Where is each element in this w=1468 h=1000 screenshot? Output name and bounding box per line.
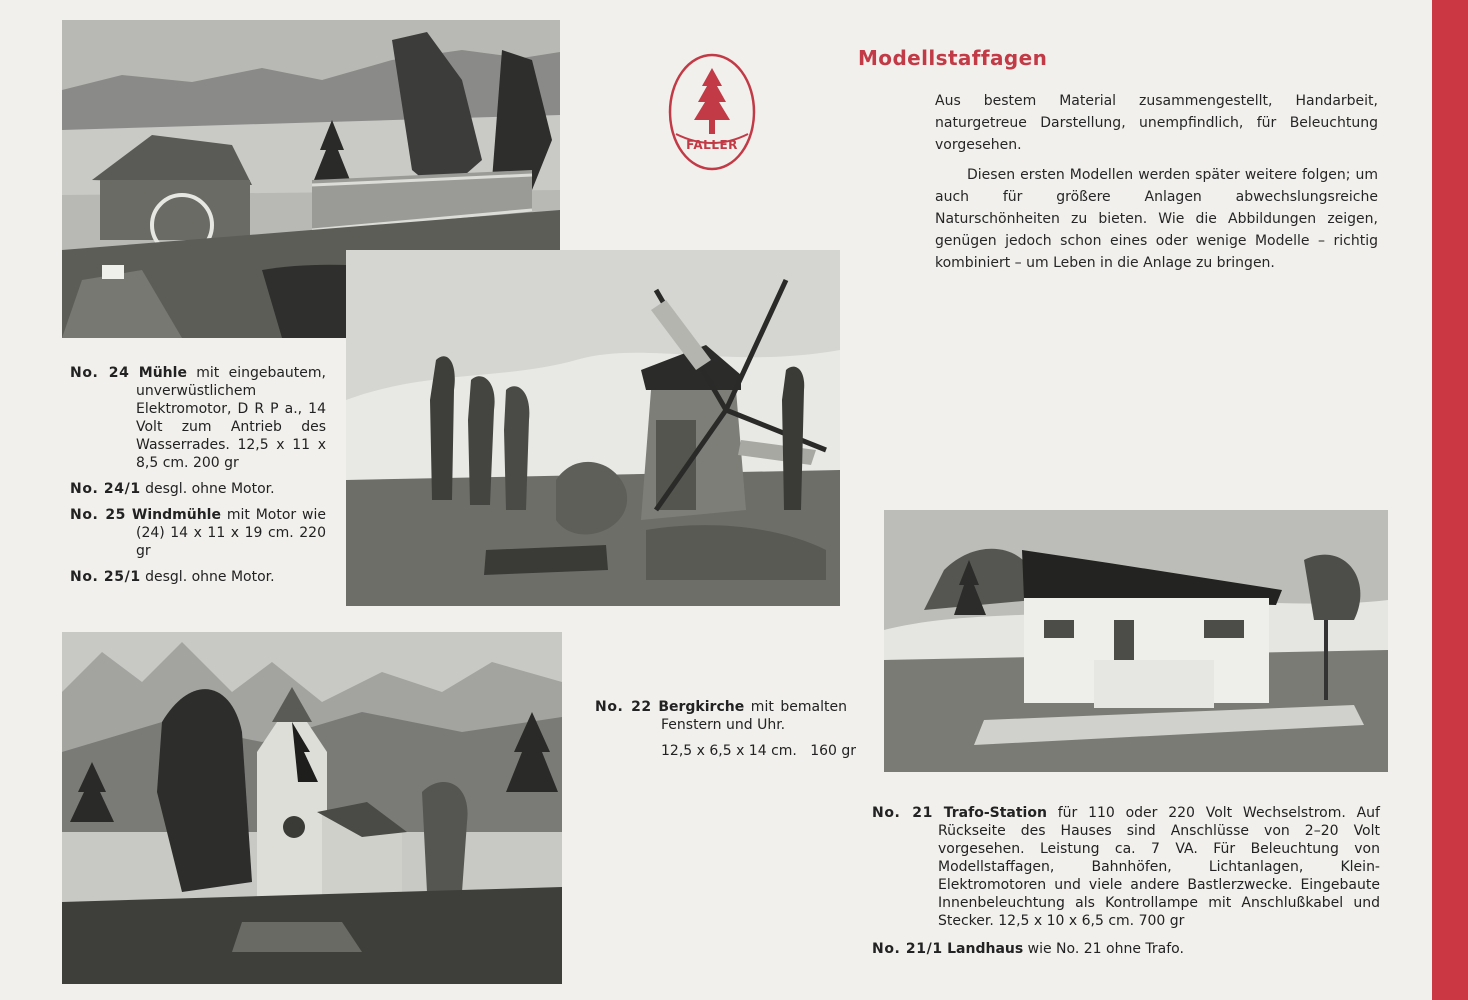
- caption-no-25: [70, 506, 326, 560]
- item-number: No. 22: [595, 699, 652, 715]
- intro-paragraph-1: Aus bestem Material zusammengestellt, Handarbeit, naturgetreue Darstellung, unempfindlich, für Beleuchtung vorgesehen.: [935, 93, 1378, 153]
- item-description: für 110 oder 220 Volt Wechselstrom. Auf Rückseite des Hauses sind Anschlüsse von 2–20 Volt vorgesehen. Leistung ca. 7 VA. Für Beleuchtung von Modellstaffagen, Bahnhöfen, Lichtanlagen, Klein-Elektromotoren und viele andere Bastlerzwecke. Eingebaute Innenbeleuchtung als Kontrollampe mit Anschlußkabel und Stecker. 12,5 x 10 x 6,5 cm. 700 gr: [938, 805, 1380, 929]
- caption-no-25-1: [70, 568, 326, 586]
- caption-no-21-text: [872, 804, 1380, 930]
- photo-trafo-station: [884, 510, 1388, 772]
- item-number: No. 24/1: [70, 481, 141, 497]
- item-description: desgl. ohne Motor.: [140, 569, 275, 585]
- item-name: Landhaus: [947, 941, 1024, 957]
- page-title: Modellstaffagen: [858, 46, 1048, 70]
- item-description: mit Motor wie (24) 14 x 11 x 19 cm. 220 gr: [136, 507, 326, 559]
- faller-logo: [668, 52, 756, 172]
- captions-mill: [70, 364, 326, 594]
- item-dimensions: 12,5 x 6,5 x 14 cm. 160 gr: [661, 743, 857, 759]
- item-description: desgl. ohne Motor.: [140, 481, 275, 497]
- intro-text: [935, 90, 1378, 282]
- item-name: Trafo-Station: [943, 805, 1047, 821]
- caption-no-24-1: [70, 480, 326, 498]
- caption-no-24: [70, 364, 326, 472]
- logo-text: FALLER: [686, 138, 738, 152]
- item-number: No. 21: [872, 805, 933, 821]
- item-description: mit eingebautem, unverwüstlichem Elektromotor, D R P a., 14 Volt zum Antrieb des Wasserrades. 12,5 x 11 x 8,5 cm. 200 gr: [136, 365, 326, 471]
- item-number: No. 25/1: [70, 569, 141, 585]
- page-spine: [1432, 0, 1468, 1000]
- item-number: No. 25: [70, 507, 127, 523]
- item-name: Mühle: [138, 365, 187, 381]
- item-number: No. 24: [70, 365, 130, 381]
- caption-no-21-1: [872, 940, 1380, 958]
- caption-no-22: [595, 698, 857, 760]
- photo-mountain-church: [62, 632, 562, 984]
- item-number: No. 21/1: [872, 941, 943, 957]
- item-description: mit bemalten Fenstern und Uhr.: [661, 699, 847, 733]
- item-name: Windmühle: [131, 507, 221, 523]
- item-name: Bergkirche: [658, 699, 745, 715]
- caption-no-21: [872, 804, 1380, 958]
- item-description: wie No. 21 ohne Trafo.: [1023, 941, 1184, 957]
- caption-no-22-text: [595, 698, 847, 734]
- photo-windmill: [346, 250, 840, 606]
- intro-paragraph-2: Diesen ersten Modellen werden später weitere folgen; um auch für größere Anlagen abwechslungsreiche Naturschönheiten zu bieten. Wie die Abbildungen zeigen, genügen jedoch schon eines oder wenige Modelle – richtig kombiniert – um Leben in die Anlage zu bringen.: [935, 167, 1378, 271]
- fir-tree-icon: [694, 68, 730, 134]
